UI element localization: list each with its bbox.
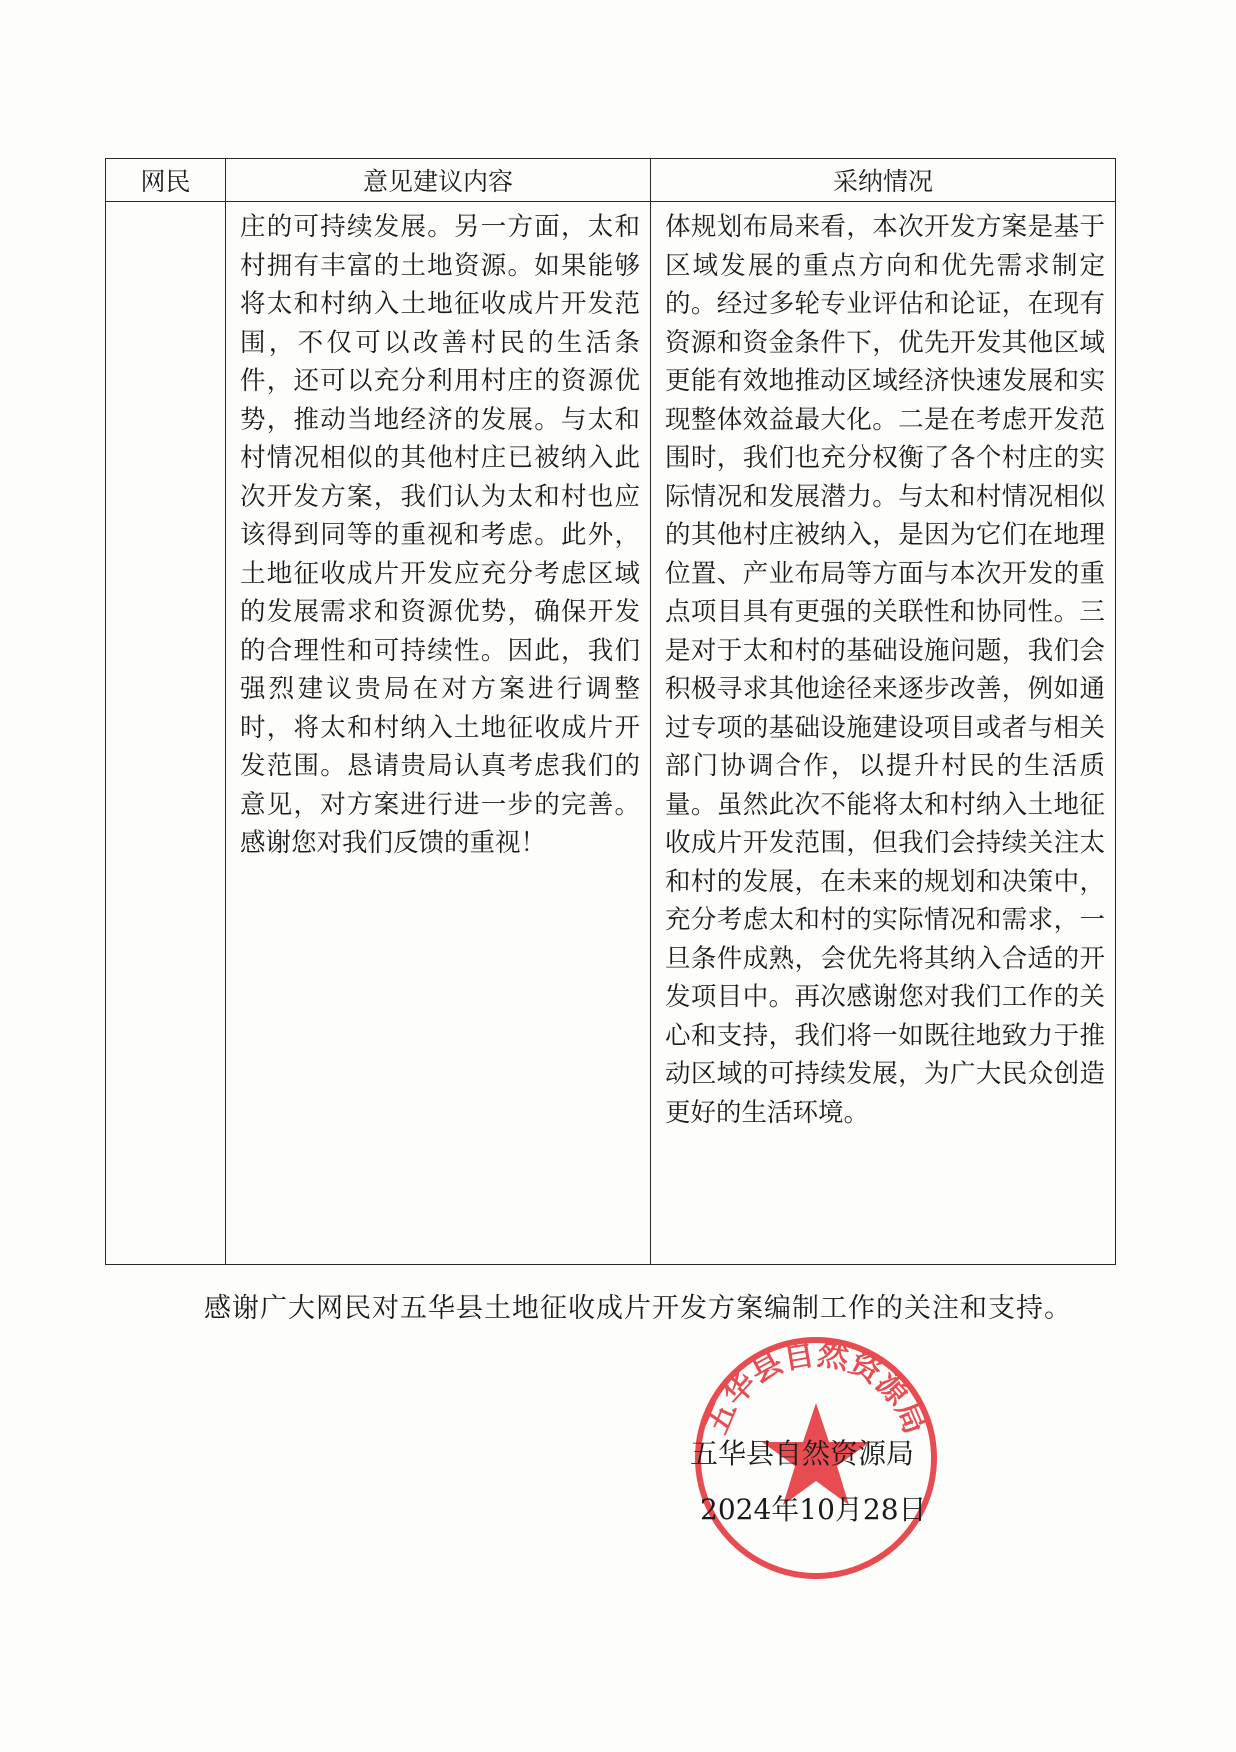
signature-date: 2024年10月28日	[700, 1493, 927, 1526]
header-adoption: 采纳情况	[651, 159, 1116, 202]
signature-organization: 五华县自然资源局	[690, 1437, 915, 1470]
table-row	[106, 202, 1116, 1265]
closing-paragraph: 感谢广大网民对五华县土地征收成片开发方案编制工作的关注和支持。	[204, 1293, 1072, 1324]
opinion-reply-table	[105, 158, 1116, 1265]
seal-text: 五华县自然资源局	[698, 1336, 934, 1440]
cell-suggestion: 庄的可持续发展。另一方面，太和村拥有丰富的土地资源。如果能够将太和村纳入土地征收成片开发范围，不仅可以改善村民的生活条件，还可以充分利用村庄的资源优势，推动当地经济的发展。与太和村情况相似的其他村庄已被纳入此次开发方案，我们认为太和村也应该得到同等的重视和考虑。此外，土地征收成片开发应充分考虑区域的发展需求和资源优势，确保开发的合理性和可持续性。因此，我们强烈建议贵局在对方案进行调整时，将太和村纳入土地征收成片开发范围。恳请贵局认真考虑我们的意见，对方案进行进一步的完善。感谢您对我们反馈的重视！	[226, 202, 651, 1265]
header-netizen: 网民	[106, 159, 226, 202]
cell-adoption: 体规划布局来看，本次开发方案是基于区域发展的重点方向和优先需求制定的。经过多轮专业评估和论证，在现有资源和资金条件下，优先开发其他区域更能有效地推动区域经济快速发展和实现整体效益最大化。二是在考虑开发范围时，我们也充分权衡了各个村庄的实际情况和发展潜力。与太和村情况相似的其他村庄被纳入，是因为它们在地理位置、产业布局等方面与本次开发的重点项目具有更强的关联性和协同性。三是对于太和村的基础设施问题，我们会积极寻求其他途径来逐步改善，例如通过专项的基础设施建设项目或者与相关部门协调合作，以提升村民的生活质量。虽然此次不能将太和村纳入土地征收成片开发范围，但我们会持续关注太和村的发展，在未来的规划和决策中，充分考虑太和村的实际情况和需求，一旦条件成熟，会优先将其纳入合适的开发项目中。再次感谢您对我们工作的关心和支持，我们将一如既往地致力于推动区域的可持续发展，为广大民众创造更好的生活环境。	[651, 202, 1116, 1265]
header-suggestion: 意见建议内容	[226, 159, 651, 202]
cell-netizen	[106, 202, 226, 1265]
table-header-row	[106, 159, 1116, 202]
